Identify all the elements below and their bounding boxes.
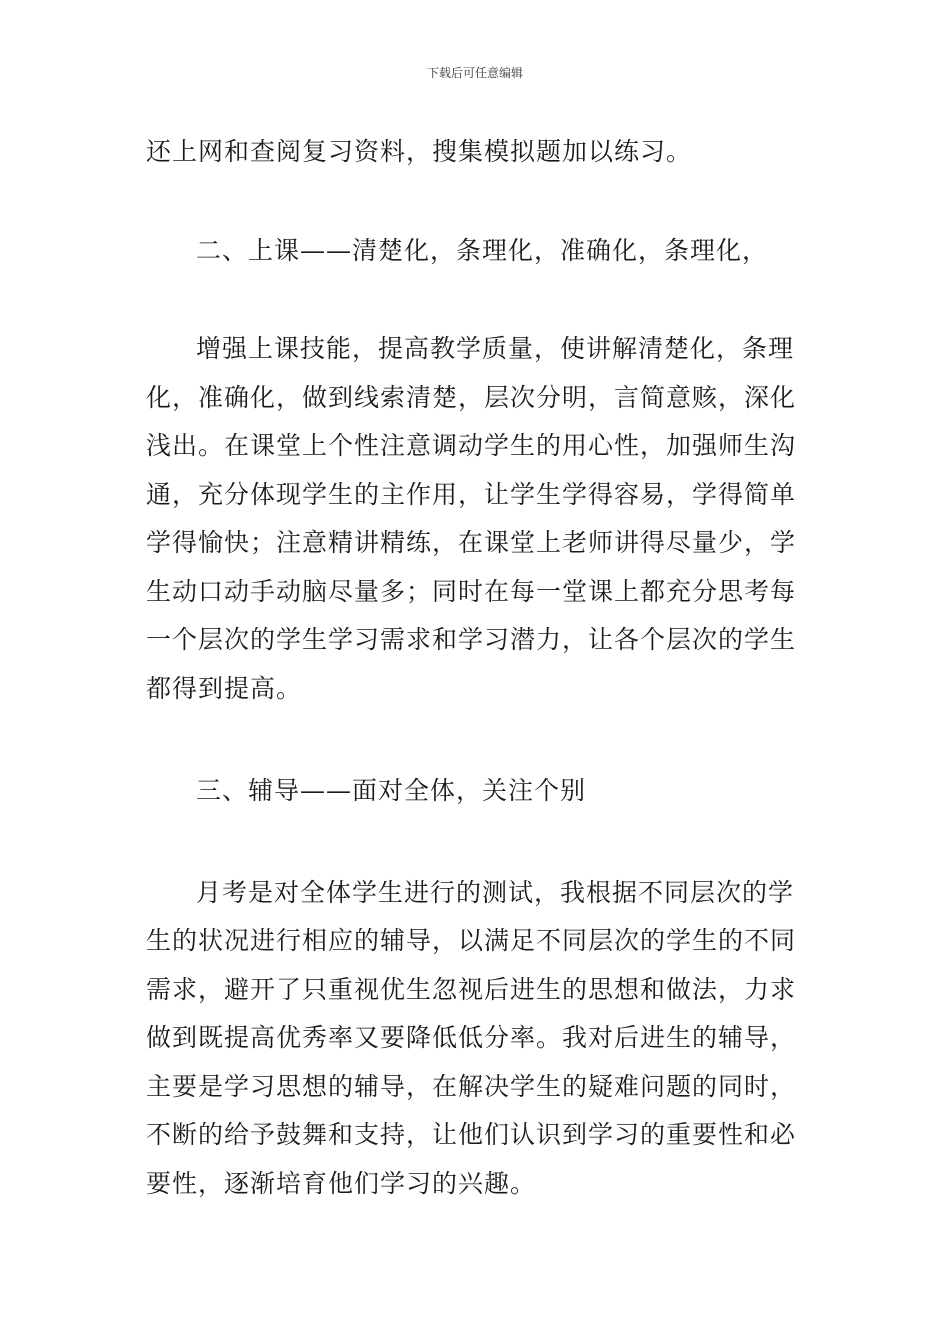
paragraph-line: 通，充分体现学生的主作用，让学生学得容易，学得简单 <box>146 479 797 509</box>
page-header-note: 下载后可任意编辑 <box>426 66 523 80</box>
paragraph-line: 学得愉快；注意精讲精练，在课堂上老师讲得尽量少，学 <box>146 528 797 557</box>
section-2-paragraph <box>146 325 808 713</box>
paragraph-line: 生动口动手动脑尽量多；同时在每一堂课上都充分思考每 <box>146 576 797 606</box>
paragraph-line: 生的状况进行相应的辅导，以满足不同层次的学生的不同 <box>146 926 797 955</box>
paragraph-line: 要性，逐渐培育他们学习的兴趣。 <box>146 1168 537 1198</box>
paragraph-line: 化，准确化，做到线索清楚，层次分明，言简意赅，深化 <box>146 382 797 412</box>
section-2-heading: 二、上课——清楚化，条理化，准确化，条理化， <box>196 235 769 265</box>
paragraph-line: 都得到提高。 <box>146 673 303 703</box>
paragraph-line: 月考是对全体学生进行的测试，我根据不同层次的学 <box>196 877 795 907</box>
paragraph-line: 浅出。在课堂上个性注意调动学生的用心性，加强师生沟 <box>146 431 797 460</box>
paragraph-line: 增强上课技能，提高教学质量，使讲解清楚化，条理 <box>196 334 795 363</box>
paragraph-line: 做到既提高优秀率又要降低低分率。我对后进生的辅导， <box>146 1023 797 1052</box>
paragraph-line: 主要是学习思想的辅导，在解决学生的疑难问题的同时， <box>146 1071 797 1101</box>
paragraph-continuation-line: 还上网和查阅复习资料，搜集模拟题加以练习。 <box>146 137 693 166</box>
section-3-paragraph <box>146 869 808 1209</box>
paragraph-line: 需求，避开了只重视优生忽视后进生的思想和做法，力求 <box>146 974 797 1004</box>
document-body <box>146 128 808 1208</box>
section-3-heading: 三、辅导——面对全体，关注个别 <box>196 776 587 805</box>
paragraph-line: 不断的给予鼓舞和支持，让他们认识到学习的重要性和必 <box>146 1120 797 1149</box>
paragraph-line: 一个层次的学生学习需求和学习潜力，让各个层次的学生 <box>146 625 797 654</box>
